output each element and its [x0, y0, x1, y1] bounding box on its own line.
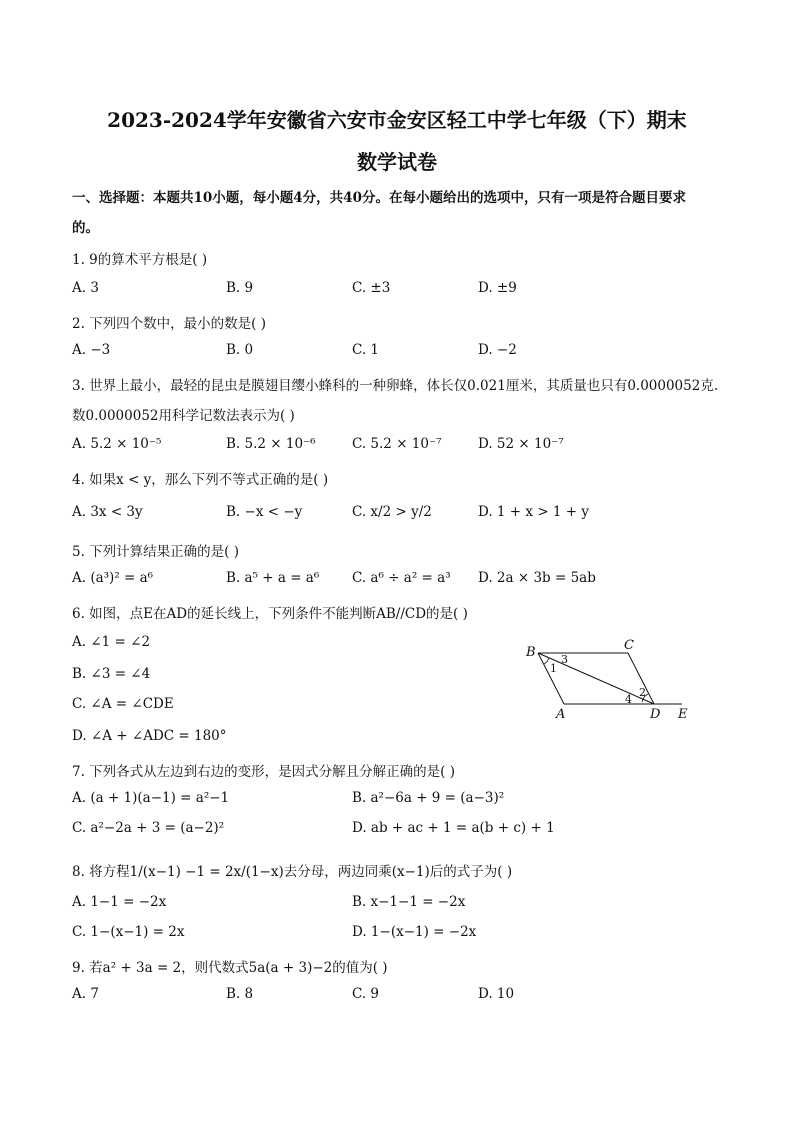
question-5-option-a: A. (a³)² = a⁶: [72, 570, 154, 586]
question-2-option-c: C. 1: [352, 342, 380, 358]
question-4-stem: 4. 如果x < y，那么下列不等式正确的是( ): [72, 472, 329, 488]
question-6-option-c: C. ∠A = ∠CDE: [72, 696, 174, 712]
question-3-option-d: D. 52 × 10⁻⁷: [478, 436, 564, 452]
angle-label-3: 3: [561, 653, 568, 666]
question-9-option-a: A. 7: [72, 986, 99, 1002]
question-8-option-c: C. 1−(x−1) = 2x: [72, 924, 185, 940]
point-label-a: A: [556, 707, 566, 722]
question-3-option-b: B. 5.2 × 10⁻⁶: [226, 436, 316, 452]
point-label-b: B: [526, 645, 536, 660]
angle-label-2: 2: [639, 686, 646, 699]
section-heading-cont: 的。: [72, 220, 99, 236]
question-2-option-a: A. −3: [72, 342, 111, 358]
question-3-option-a: A. 5.2 × 10⁻⁵: [72, 436, 162, 452]
geometry-figure: [520, 636, 700, 722]
question-4-option-c: C. x/2 > y/2: [352, 504, 432, 520]
title-line-1: 2023-2024学年安徽省六安市金安区轻工中学七年级（下）期末: [107, 108, 687, 132]
question-1-stem: 1. 9的算术平方根是( ): [72, 252, 208, 268]
question-1-option-c: C. ±3: [352, 280, 391, 296]
question-9-option-b: B. 8: [226, 986, 254, 1002]
question-1-option-a: A. 3: [72, 280, 99, 296]
point-label-e: E: [678, 707, 688, 722]
question-3-option-c: C. 5.2 × 10⁻⁷: [352, 436, 442, 452]
question-8-stem: 8. 将方程1/(x−1) −1 = 2x/(1−x)去分母，两边同乘(x−1)后的式子为( ): [72, 864, 513, 880]
point-label-c: C: [624, 638, 634, 653]
section-heading: 一、选择题：本题共10小题，每小题4分，共40分。在每小题给出的选项中，只有一项是符合题目要求: [72, 190, 686, 206]
question-6-stem: 6. 如图，点E在AD的延长线上，下列条件不能判断AB//CD的是( ): [72, 606, 468, 622]
question-7-stem: 7. 下列各式从左边到右边的变形，是因式分解且分解正确的是( ): [72, 764, 455, 780]
question-9-option-d: D. 10: [478, 986, 515, 1002]
question-2-stem: 2. 下列四个数中，最小的数是( ): [72, 316, 266, 332]
point-label-d: D: [650, 707, 661, 722]
question-1-option-b: B. 9: [226, 280, 254, 296]
question-2-option-d: D. −2: [478, 342, 517, 358]
question-6-option-b: B. ∠3 = ∠4: [72, 666, 151, 682]
question-7-option-b: B. a²−6a + 9 = (a−3)²: [352, 790, 505, 806]
question-6-option-d: D. ∠A + ∠ADC = 180°: [72, 728, 227, 744]
question-2-option-b: B. 0: [226, 342, 254, 358]
angle-label-1: 1: [550, 662, 557, 675]
question-1-option-d: D. ±9: [478, 280, 517, 296]
question-3-stem-cont: 数0.0000052用科学记数法表示为( ): [72, 408, 295, 424]
question-5-option-c: C. a⁶ ÷ a² = a³: [352, 570, 451, 586]
question-8-option-b: B. x−1−1 = −2x: [352, 894, 466, 910]
question-6-option-a: A. ∠1 = ∠2: [72, 634, 151, 650]
question-4-option-d: D. 1 + x > 1 + y: [478, 504, 590, 520]
question-7-option-a: A. (a + 1)(a−1) = a²−1: [72, 790, 230, 806]
question-5-stem: 5. 下列计算结果正确的是( ): [72, 544, 239, 560]
angle-arc-b: [544, 658, 549, 664]
question-4-option-a: A. 3x < 3y: [72, 504, 143, 520]
question-7-option-c: C. a²−2a + 3 = (a−2)²: [72, 820, 225, 836]
question-7-option-d: D. ab + ac + 1 = a(b + c) + 1: [352, 820, 555, 836]
title-line-2: 数学试卷: [357, 150, 437, 174]
question-9-stem: 9. 若a² + 3a = 2，则代数式5a(a + 3)−2的值为( ): [72, 960, 388, 976]
question-5-option-d: D. 2a × 3b = 5ab: [478, 570, 596, 586]
question-8-option-a: A. 1−1 = −2x: [72, 894, 167, 910]
angle-label-4: 4: [625, 693, 632, 706]
question-8-option-d: D. 1−(x−1) = −2x: [352, 924, 477, 940]
segment-bd: [538, 653, 654, 704]
question-4-option-b: B. −x < −y: [226, 504, 303, 520]
question-5-option-b: B. a⁵ + a = a⁶: [226, 570, 320, 586]
question-3-stem: 3. 世界上最小，最轻的昆虫是膜翅目缨小蜂科的一种卵蜂，体长仅0.021厘米，其质量也只有0.0000052克.: [72, 378, 719, 394]
question-9-option-c: C. 9: [352, 986, 380, 1002]
